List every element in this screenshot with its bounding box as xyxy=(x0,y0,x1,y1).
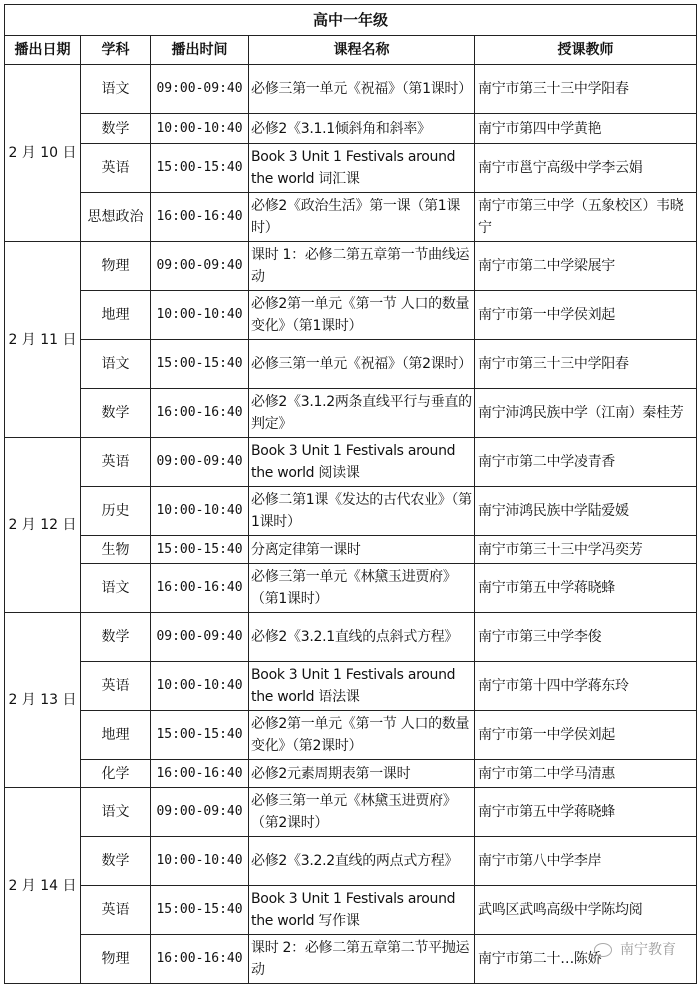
schedule-row xyxy=(5,114,697,144)
teacher-cell: 南宁市第三中学（五象校区）韦晓宁 xyxy=(475,193,697,242)
schedule-row xyxy=(5,389,697,438)
header-date: 播出日期 xyxy=(5,36,81,65)
subject-cell: 英语 xyxy=(81,886,151,935)
teacher-cell: 南宁沛鸿民族中学陆爱媛 xyxy=(475,487,697,536)
schedule-row xyxy=(5,613,697,662)
broadcast-date: 2 月 11 日 xyxy=(5,242,81,438)
header-subject: 学科 xyxy=(81,36,151,65)
time-cell: 15:00-15:40 xyxy=(151,886,249,935)
schedule-row xyxy=(5,886,697,935)
schedule-row xyxy=(5,837,697,886)
teacher-cell: 南宁市第二中学马清惠 xyxy=(475,760,697,788)
time-cell: 16:00-16:40 xyxy=(151,935,249,984)
time-cell: 15:00-15:40 xyxy=(151,711,249,760)
time-cell: 16:00-16:40 xyxy=(151,389,249,438)
time-cell: 16:00-16:40 xyxy=(151,760,249,788)
time-cell: 10:00-10:40 xyxy=(151,114,249,144)
schedule-table xyxy=(4,4,697,984)
grade-title: 高中一年级 xyxy=(5,5,697,36)
teacher-cell: 南宁市第一中学侯刘起 xyxy=(475,291,697,340)
teacher-cell: 南宁沛鸿民族中学（江南）秦桂芳 xyxy=(475,389,697,438)
course-cell: 必修2《3.1.2两条直线平行与垂直的判定》 xyxy=(249,389,475,438)
subject-cell: 英语 xyxy=(81,438,151,487)
teacher-cell: 南宁市第二中学梁展宇 xyxy=(475,242,697,291)
course-cell: 必修三第一单元《林黛玉进贾府》（第2课时） xyxy=(249,788,475,837)
schedule-row xyxy=(5,340,697,389)
subject-cell: 历史 xyxy=(81,487,151,536)
schedule-row xyxy=(5,788,697,837)
course-cell: Book 3 Unit 1 Festivals around the world 写作课 xyxy=(249,886,475,935)
time-cell: 10:00-10:40 xyxy=(151,291,249,340)
schedule-row xyxy=(5,291,697,340)
schedule-row xyxy=(5,662,697,711)
broadcast-date: 2 月 13 日 xyxy=(5,613,81,788)
schedule-row xyxy=(5,438,697,487)
watermark-text: 南宁教育 xyxy=(620,942,676,958)
schedule-row xyxy=(5,193,697,242)
time-cell: 15:00-15:40 xyxy=(151,536,249,564)
course-cell: Book 3 Unit 1 Festivals around the world 词汇课 xyxy=(249,144,475,193)
teacher-cell: 南宁市第三十三中学阳春 xyxy=(475,65,697,114)
schedule-row xyxy=(5,65,697,114)
course-cell: 必修2《3.2.1直线的点斜式方程》 xyxy=(249,613,475,662)
time-cell: 15:00-15:40 xyxy=(151,340,249,389)
broadcast-date: 2 月 14 日 xyxy=(5,788,81,984)
schedule-row xyxy=(5,711,697,760)
course-cell: 必修三第一单元《祝福》（第1课时） xyxy=(249,65,475,114)
header-time: 播出时间 xyxy=(151,36,249,65)
teacher-cell: 南宁市邕宁高级中学李云娟 xyxy=(475,144,697,193)
course-cell: 必修2《3.1.1倾斜角和斜率》 xyxy=(249,114,475,144)
subject-cell: 数学 xyxy=(81,613,151,662)
course-cell: 课时 1：必修二第五章第一节曲线运动 xyxy=(249,242,475,291)
teacher-cell: 南宁市第一中学侯刘起 xyxy=(475,711,697,760)
schedule-body xyxy=(5,65,697,984)
subject-cell: 语文 xyxy=(81,564,151,613)
subject-cell: 化学 xyxy=(81,760,151,788)
course-cell: 必修2元素周期表第一课时 xyxy=(249,760,475,788)
subject-cell: 语文 xyxy=(81,340,151,389)
course-cell: 必修2第一单元《第一节 人口的数量变化》（第1课时） xyxy=(249,291,475,340)
subject-cell: 地理 xyxy=(81,711,151,760)
teacher-cell: 南宁市第五中学蒋晓蜂 xyxy=(475,788,697,837)
wechat-icon xyxy=(594,943,612,957)
time-cell: 10:00-10:40 xyxy=(151,837,249,886)
schedule-row xyxy=(5,487,697,536)
course-cell: 必修2《政治生活》第一课（第1课时） xyxy=(249,193,475,242)
subject-cell: 生物 xyxy=(81,536,151,564)
course-cell: 必修二第1课《发达的古代农业》（第1课时） xyxy=(249,487,475,536)
subject-cell: 语文 xyxy=(81,788,151,837)
time-cell: 15:00-15:40 xyxy=(151,144,249,193)
teacher-cell: 武鸣区武鸣高级中学陈均阅 xyxy=(475,886,697,935)
course-cell: 课时 2：必修二第五章第二节平抛运动 xyxy=(249,935,475,984)
time-cell: 16:00-16:40 xyxy=(151,193,249,242)
schedule-row xyxy=(5,760,697,788)
course-cell: 分离定律第一课时 xyxy=(249,536,475,564)
time-cell: 10:00-10:40 xyxy=(151,487,249,536)
time-cell: 09:00-09:40 xyxy=(151,65,249,114)
schedule-row xyxy=(5,536,697,564)
header-teacher: 授课教师 xyxy=(475,36,697,65)
teacher-cell: 南宁市第三十三中学冯奕芳 xyxy=(475,536,697,564)
teacher-cell: 南宁市第八中学李岸 xyxy=(475,837,697,886)
broadcast-date: 2 月 10 日 xyxy=(5,65,81,242)
watermark xyxy=(594,939,676,959)
subject-cell: 数学 xyxy=(81,837,151,886)
time-cell: 09:00-09:40 xyxy=(151,438,249,487)
course-cell: 必修2第一单元《第一节 人口的数量变化》（第2课时） xyxy=(249,711,475,760)
teacher-cell: 南宁市第十四中学蒋东玲 xyxy=(475,662,697,711)
subject-cell: 英语 xyxy=(81,662,151,711)
subject-cell: 语文 xyxy=(81,65,151,114)
broadcast-date: 2 月 12 日 xyxy=(5,438,81,613)
teacher-cell: 南宁市第二十…陈娇 xyxy=(475,935,697,984)
course-cell: Book 3 Unit 1 Festivals around the world 语法课 xyxy=(249,662,475,711)
time-cell: 10:00-10:40 xyxy=(151,662,249,711)
header-course: 课程名称 xyxy=(249,36,475,65)
schedule-row xyxy=(5,564,697,613)
subject-cell: 思想政治 xyxy=(81,193,151,242)
subject-cell: 地理 xyxy=(81,291,151,340)
subject-cell: 英语 xyxy=(81,144,151,193)
time-cell: 09:00-09:40 xyxy=(151,613,249,662)
course-cell: 必修2《3.2.2直线的两点式方程》 xyxy=(249,837,475,886)
course-cell: Book 3 Unit 1 Festivals around the world 阅读课 xyxy=(249,438,475,487)
time-cell: 16:00-16:40 xyxy=(151,564,249,613)
subject-cell: 物理 xyxy=(81,935,151,984)
schedule-row xyxy=(5,144,697,193)
subject-cell: 数学 xyxy=(81,389,151,438)
teacher-cell: 南宁市第三中学李俊 xyxy=(475,613,697,662)
course-cell: 必修三第一单元《祝福》（第2课时） xyxy=(249,340,475,389)
subject-cell: 物理 xyxy=(81,242,151,291)
teacher-cell: 南宁市第三十三中学阳春 xyxy=(475,340,697,389)
subject-cell: 数学 xyxy=(81,114,151,144)
schedule-row xyxy=(5,242,697,291)
teacher-cell: 南宁市第五中学蒋晓蜂 xyxy=(475,564,697,613)
time-cell: 09:00-09:40 xyxy=(151,242,249,291)
teacher-cell: 南宁市第四中学黄艳 xyxy=(475,114,697,144)
course-cell: 必修三第一单元《林黛玉进贾府》（第1课时） xyxy=(249,564,475,613)
time-cell: 09:00-09:40 xyxy=(151,788,249,837)
teacher-cell: 南宁市第二中学凌青香 xyxy=(475,438,697,487)
